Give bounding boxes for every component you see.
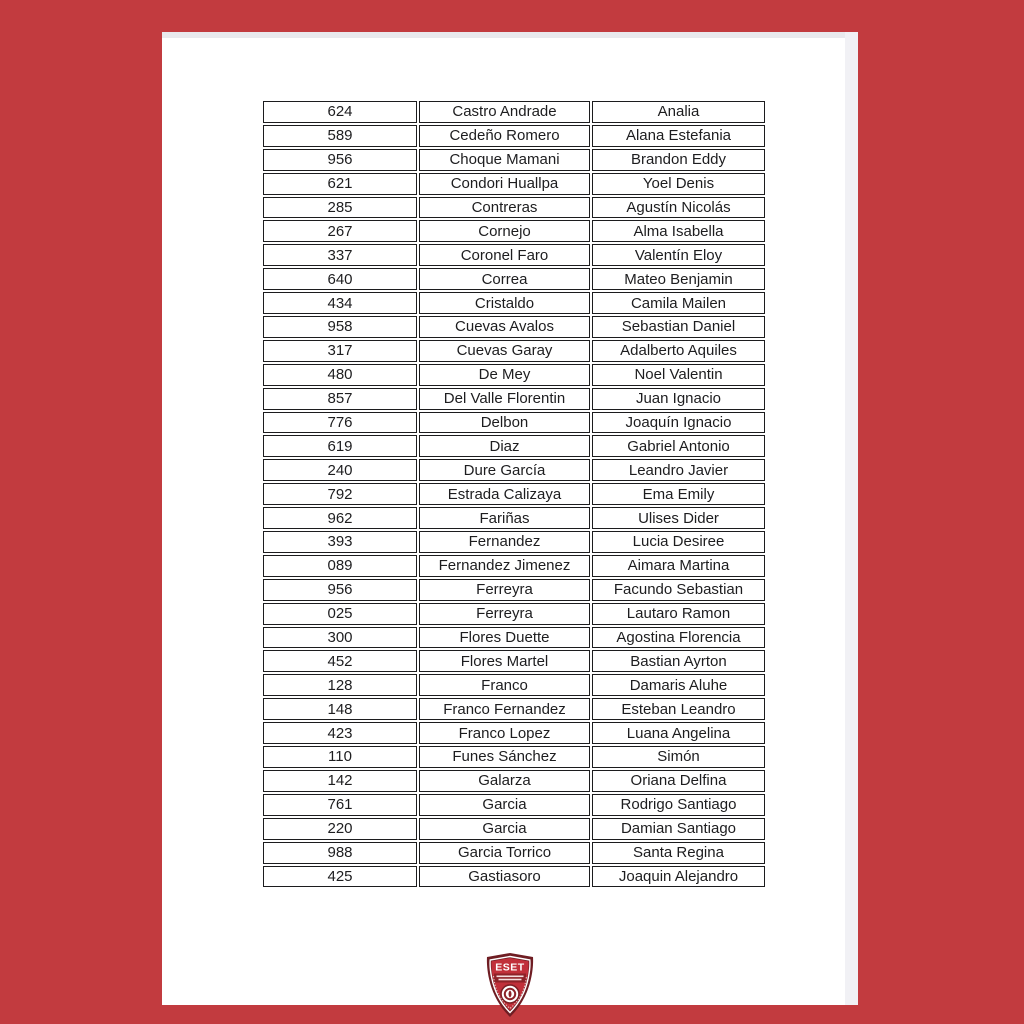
surname-cell: Cuevas Avalos xyxy=(419,316,590,338)
surname-cell: Franco Lopez xyxy=(419,722,590,744)
row-number-cell: 240 xyxy=(263,459,417,481)
firstname-cell: Alana Estefania xyxy=(592,125,765,147)
firstname-cell: Esteban Leandro xyxy=(592,698,765,720)
table-row xyxy=(263,794,765,816)
row-number-cell: 640 xyxy=(263,268,417,290)
surname-cell: Dure García xyxy=(419,459,590,481)
surname-cell: Fariñas xyxy=(419,507,590,529)
student-table-body xyxy=(263,101,765,887)
firstname-cell: Aimara Martina xyxy=(592,555,765,577)
row-number-cell: 624 xyxy=(263,101,417,123)
row-number-cell: 958 xyxy=(263,316,417,338)
table-row xyxy=(263,364,765,386)
table-row xyxy=(263,555,765,577)
surname-cell: Franco xyxy=(419,674,590,696)
surname-cell: Contreras xyxy=(419,197,590,219)
firstname-cell: Juan Ignacio xyxy=(592,388,765,410)
table-row xyxy=(263,674,765,696)
table-row xyxy=(263,244,765,266)
table-row xyxy=(263,220,765,242)
firstname-cell: Leandro Javier xyxy=(592,459,765,481)
firstname-cell: Joaquin Alejandro xyxy=(592,866,765,888)
firstname-cell: Ulises Dider xyxy=(592,507,765,529)
surname-cell: Fernandez Jimenez xyxy=(419,555,590,577)
surname-cell: Delbon xyxy=(419,412,590,434)
row-number-cell: 148 xyxy=(263,698,417,720)
row-number-cell: 220 xyxy=(263,818,417,840)
row-number-cell: 956 xyxy=(263,149,417,171)
surname-cell: Fernandez xyxy=(419,531,590,553)
table-row xyxy=(263,866,765,888)
firstname-cell: Analia xyxy=(592,101,765,123)
firstname-cell: Damaris Aluhe xyxy=(592,674,765,696)
firstname-cell: Oriana Delfina xyxy=(592,770,765,792)
row-number-cell: 089 xyxy=(263,555,417,577)
surname-cell: Castro Andrade xyxy=(419,101,590,123)
surname-cell: Condori Huallpa xyxy=(419,173,590,195)
firstname-cell: Facundo Sebastian xyxy=(592,579,765,601)
row-number-cell: 857 xyxy=(263,388,417,410)
surname-cell: Cuevas Garay xyxy=(419,340,590,362)
eset-logo xyxy=(483,952,537,1018)
row-number-cell: 300 xyxy=(263,627,417,649)
row-number-cell: 128 xyxy=(263,674,417,696)
firstname-cell: Bastian Ayrton xyxy=(592,650,765,672)
surname-cell: Garcia xyxy=(419,818,590,840)
surname-cell: Correa xyxy=(419,268,590,290)
table-row xyxy=(263,650,765,672)
table-row xyxy=(263,101,765,123)
surname-cell: De Mey xyxy=(419,364,590,386)
logo-small-text-line xyxy=(497,976,524,978)
table-row xyxy=(263,842,765,864)
table-row xyxy=(263,149,765,171)
firstname-cell: Lautaro Ramon xyxy=(592,603,765,625)
table-row xyxy=(263,746,765,768)
document-page xyxy=(162,32,858,1005)
table-row xyxy=(263,340,765,362)
surname-cell: Garcia xyxy=(419,794,590,816)
row-number-cell: 956 xyxy=(263,579,417,601)
firstname-cell: Joaquín Ignacio xyxy=(592,412,765,434)
row-number-cell: 317 xyxy=(263,340,417,362)
firstname-cell: Valentín Eloy xyxy=(592,244,765,266)
row-number-cell: 776 xyxy=(263,412,417,434)
row-number-cell: 761 xyxy=(263,794,417,816)
row-number-cell: 962 xyxy=(263,507,417,529)
firstname-cell: Santa Regina xyxy=(592,842,765,864)
surname-cell: Diaz xyxy=(419,435,590,457)
table-row xyxy=(263,125,765,147)
table-row xyxy=(263,197,765,219)
surname-cell: Flores Martel xyxy=(419,650,590,672)
row-number-cell: 393 xyxy=(263,531,417,553)
firstname-cell: Adalberto Aquiles xyxy=(592,340,765,362)
row-number-cell: 110 xyxy=(263,746,417,768)
eset-wordmark: ESET xyxy=(495,961,525,974)
surname-cell: Cornejo xyxy=(419,220,590,242)
table-row xyxy=(263,388,765,410)
row-number-cell: 621 xyxy=(263,173,417,195)
row-number-cell: 142 xyxy=(263,770,417,792)
page-edge-right xyxy=(845,32,858,1005)
surname-cell: Estrada Calizaya xyxy=(419,483,590,505)
firstname-cell: Simón xyxy=(592,746,765,768)
firstname-cell: Agustín Nicolás xyxy=(592,197,765,219)
row-number-cell: 619 xyxy=(263,435,417,457)
surname-cell: Gastiasoro xyxy=(419,866,590,888)
surname-cell: Cristaldo xyxy=(419,292,590,314)
firstname-cell: Lucia Desiree xyxy=(592,531,765,553)
firstname-cell: Luana Angelina xyxy=(592,722,765,744)
row-number-cell: 452 xyxy=(263,650,417,672)
surname-cell: Galarza xyxy=(419,770,590,792)
firstname-cell: Noel Valentin xyxy=(592,364,765,386)
firstname-cell: Damian Santiago xyxy=(592,818,765,840)
table-row xyxy=(263,292,765,314)
firstname-cell: Alma Isabella xyxy=(592,220,765,242)
table-row xyxy=(263,531,765,553)
row-number-cell: 423 xyxy=(263,722,417,744)
table-row xyxy=(263,483,765,505)
surname-cell: Garcia Torrico xyxy=(419,842,590,864)
firstname-cell: Gabriel Antonio xyxy=(592,435,765,457)
row-number-cell: 267 xyxy=(263,220,417,242)
firstname-cell: Brandon Eddy xyxy=(592,149,765,171)
row-number-cell: 025 xyxy=(263,603,417,625)
shield-icon xyxy=(483,952,537,1018)
table-row xyxy=(263,507,765,529)
firstname-cell: Yoel Denis xyxy=(592,173,765,195)
row-number-cell: 792 xyxy=(263,483,417,505)
firstname-cell: Ema Emily xyxy=(592,483,765,505)
table-row xyxy=(263,603,765,625)
row-number-cell: 285 xyxy=(263,197,417,219)
row-number-cell: 337 xyxy=(263,244,417,266)
table-row xyxy=(263,770,765,792)
surname-cell: Funes Sánchez xyxy=(419,746,590,768)
table-row xyxy=(263,316,765,338)
table-row xyxy=(263,459,765,481)
table-row xyxy=(263,818,765,840)
table-row xyxy=(263,627,765,649)
surname-cell: Cedeño Romero xyxy=(419,125,590,147)
row-number-cell: 480 xyxy=(263,364,417,386)
surname-cell: Choque Mamani xyxy=(419,149,590,171)
table-row xyxy=(263,268,765,290)
table-row xyxy=(263,579,765,601)
row-number-cell: 425 xyxy=(263,866,417,888)
firstname-cell: Sebastian Daniel xyxy=(592,316,765,338)
surname-cell: Ferreyra xyxy=(419,603,590,625)
table-row xyxy=(263,173,765,195)
surname-cell: Franco Fernandez xyxy=(419,698,590,720)
page-edge-top xyxy=(162,32,858,38)
firstname-cell: Rodrigo Santiago xyxy=(592,794,765,816)
table-row xyxy=(263,698,765,720)
row-number-cell: 434 xyxy=(263,292,417,314)
logo-small-text-line xyxy=(499,979,522,981)
firstname-cell: Camila Mailen xyxy=(592,292,765,314)
table-row xyxy=(263,435,765,457)
surname-cell: Del Valle Florentin xyxy=(419,388,590,410)
row-number-cell: 589 xyxy=(263,125,417,147)
firstname-cell: Mateo Benjamin xyxy=(592,268,765,290)
firstname-cell: Agostina Florencia xyxy=(592,627,765,649)
surname-cell: Coronel Faro xyxy=(419,244,590,266)
table-row xyxy=(263,412,765,434)
student-table xyxy=(261,99,767,889)
surname-cell: Ferreyra xyxy=(419,579,590,601)
table-row xyxy=(263,722,765,744)
row-number-cell: 988 xyxy=(263,842,417,864)
surname-cell: Flores Duette xyxy=(419,627,590,649)
